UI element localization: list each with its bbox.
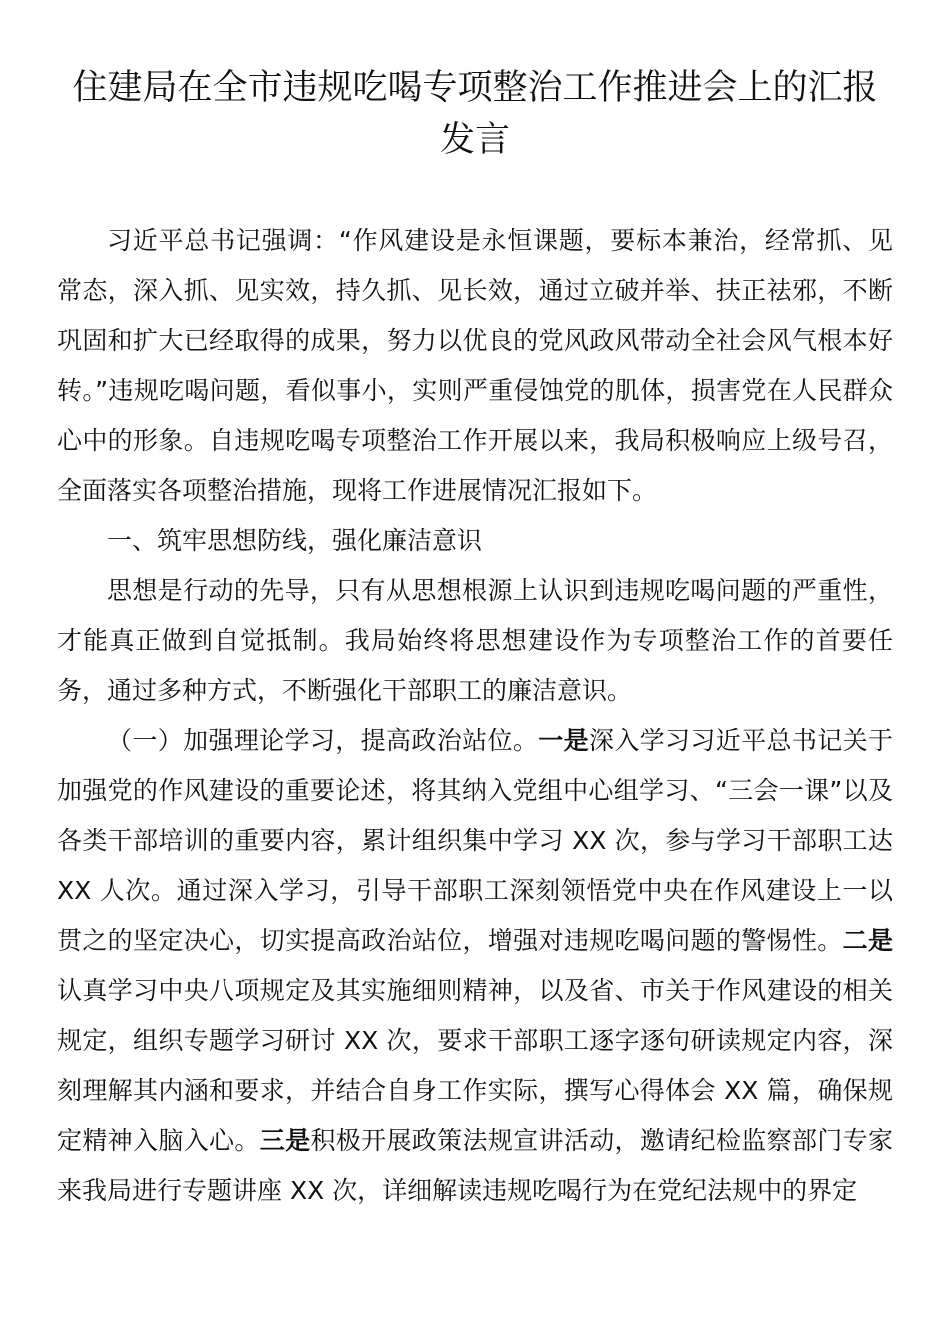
subsection-paragraph-1 bbox=[57, 716, 893, 1216]
document-body bbox=[57, 216, 893, 1216]
intro-paragraph: 习近平总书记强调：“作风建设是永恒课题，要标本兼治，经常抓、见常态，深入抓、见实效，持久抓、见长效，通过立破并举、扶正祛邪，不断巩固和扩大已经取得的成果，努力以优良的党风政风带动全社会风气根本好转。”违规吃喝问题，看似事小，实则严重侵蚀党的肌体，损害党在人民群众心中的形象。自违规吃喝专项整治工作开展以来，我局积极响应上级号召，全面落实各项整治措施，现将工作进展情况汇报如下。 bbox=[57, 226, 893, 505]
section-heading-1: 一、筑牢思想防线，强化廉洁意识 bbox=[107, 526, 483, 555]
subsection-heading: （一）加强理论学习，提高政治站位。 bbox=[107, 726, 539, 755]
point-text-3: 积极开展政策法规宣讲活动，邀请纪检监察部门专家来我局进行专题讲座 XX 次，详细解读违规吃喝行为在党纪法规中的界定 bbox=[57, 1126, 893, 1205]
point-text-2: 认真学习中央八项规定及其实施细则精神，以及省、市关于作风建设的相关规定，组织专题学习研讨 XX 次，要求干部职工逐字逐句研读规定内容，深刻理解其内涵和要求，并结合自身工作实际，撰写心得体会 XX 篇，确保规定精神入脑入心。 bbox=[57, 976, 893, 1155]
point-text-1: 深入学习习近平总书记关于加强党的作风建设的重要论述，将其纳入党组中心组学习、“三会一课”以及各类干部培训的重要内容，累计组织集中学习 XX 次，参与学习干部职工达 XX 人次。通过深入学习，引导干部职工深刻领悟党中央在作风建设上一以贯之的坚定决心，切实提高政治站位，增强对违规吃喝问题的警惕性。 bbox=[57, 726, 893, 955]
point-marker-1: 一是 bbox=[538, 726, 589, 755]
document-title: 住建局在全市违规吃喝专项整治工作推进会上的汇报发言 bbox=[72, 68, 878, 160]
section-paragraph-1: 思想是行动的先导，只有从思想根源上认识到违规吃喝问题的严重性，才能真正做到自觉抵制。我局始终将思想建设作为专项整治工作的首要任务，通过多种方式，不断强化干部职工的廉洁意识。 bbox=[57, 576, 893, 705]
point-marker-2: 二是 bbox=[842, 926, 893, 955]
point-marker-3: 三是 bbox=[259, 1126, 311, 1155]
